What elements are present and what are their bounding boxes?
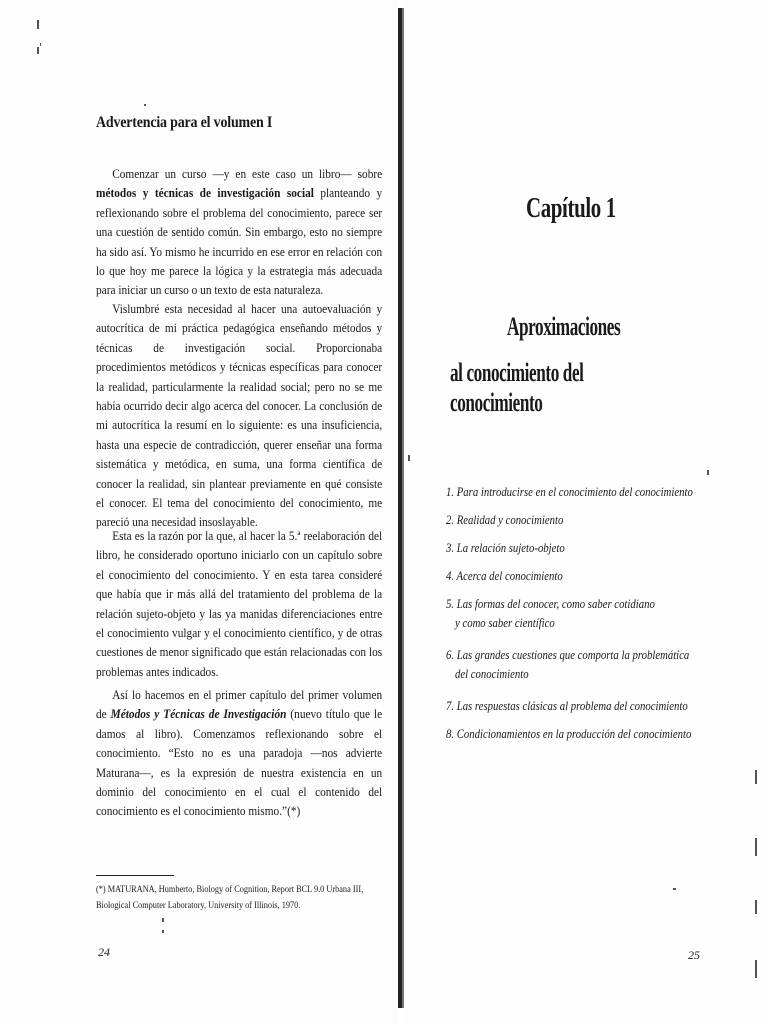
- paragraph-3: Esta es la razón por la que, al hacer la 5.ª reelaboración del libro, he considerado oportuno iniciarlo con un capítulo sobre el conocimiento del conocimiento. Y en esta tarea consideré que había que ir más allá del tratamiento del problema de la relación sujeto-objeto y las ya manidas diferenciaciones entre el conocimiento vulgar y el conocimiento científico, y de otras cuestiones de menor significado que están relacionadas con los problemas antes indicados.: [96, 529, 383, 679]
- toc-item: 2. Realidad y conocimiento: [446, 513, 564, 527]
- toc-item: 3. La relación sujeto-objeto: [446, 541, 565, 555]
- toc-item: 5. Las formas del conocer, como saber cotidiano: [446, 597, 655, 611]
- footnote-rule: [96, 875, 174, 876]
- paragraph-4: Así lo hacemos en el primer capítulo del primer volumen de Métodos y Técnicas de Investigación (nuevo título que le damos al libro). Comenzamos reflexionando sobre el conocimiento. “Esto no es una paradoja —nos advierte Maturana—, es la expresión de nuestra existencia en un dominio del conocimiento en el cual el contenido del conocimiento es el conocimiento mismo.”(*): [96, 688, 383, 819]
- chapter-label: Capítulo 1: [526, 192, 616, 224]
- paragraph-1: Comenzar un curso —y en este caso un libro— sobre métodos y técnicas de investigación social planteando y reflexionando sobre el problema del conocimiento, parece ser una cuestión de sentido común. Sin embargo, esto no siempre ha sido así. Yo mismo he incurrido en ese error en relación con lo que hoy me parece la lógica y la estrategia más adecuada para iniciar un curso o un texto de esta naturaleza.: [96, 167, 383, 298]
- toc-item: 8. Condicionamientos en la producción del conocimiento: [446, 727, 692, 741]
- toc-item: 1. Para introducirse en el conocimiento del conocimiento: [446, 485, 693, 499]
- toc-item: 7. Las respuestas clásicas al problema del conocimiento: [446, 699, 688, 713]
- toc-item-continuation: y como saber científico: [455, 616, 555, 630]
- section-title-line-1: Aproximaciones: [507, 312, 621, 341]
- toc-item-continuation: del conocimiento: [455, 667, 529, 681]
- section-title-line-2: al conocimiento del conocimiento: [450, 358, 584, 417]
- toc-item: 4. Acerca del conocimiento: [446, 569, 563, 583]
- footnote: (*) MATURANA, Humberto, Biology of Cognition, Report BCL 9.0 Urbana III, Biological Computer Laboratory, University of Illinois, 1970.: [96, 884, 364, 910]
- page-number-right: 25: [688, 948, 700, 962]
- paragraph-2: Vislumbré esta necesidad al hacer una autoevaluación y autocrítica de mi práctica pedagógica enseñando métodos y técnicas de investigación social. Proporcionaba procedimientos metódicos y técnicas específicas para conocer la realidad, particularmente la realidad social; pero no se me había ocurrido decir algo acerca del conocer. La conclusión de mi autocrítica la resumí en lo siguiente: es una insuficiencia, hasta una especie de contradicción, querer enseñar una forma sistemática y metódica, en suma, una forma científica de conocer la realidad, sin plantear previamente en qué consiste el conocer. El tema del conocimiento del conocimiento, me pareció una necesidad insoslayable.: [96, 302, 383, 530]
- advertencia-title: Advertencia para el volumen I: [96, 114, 273, 131]
- page-number-left: 24: [98, 945, 110, 959]
- toc-item: 6. Las grandes cuestiones que comporta la problemática: [446, 648, 690, 662]
